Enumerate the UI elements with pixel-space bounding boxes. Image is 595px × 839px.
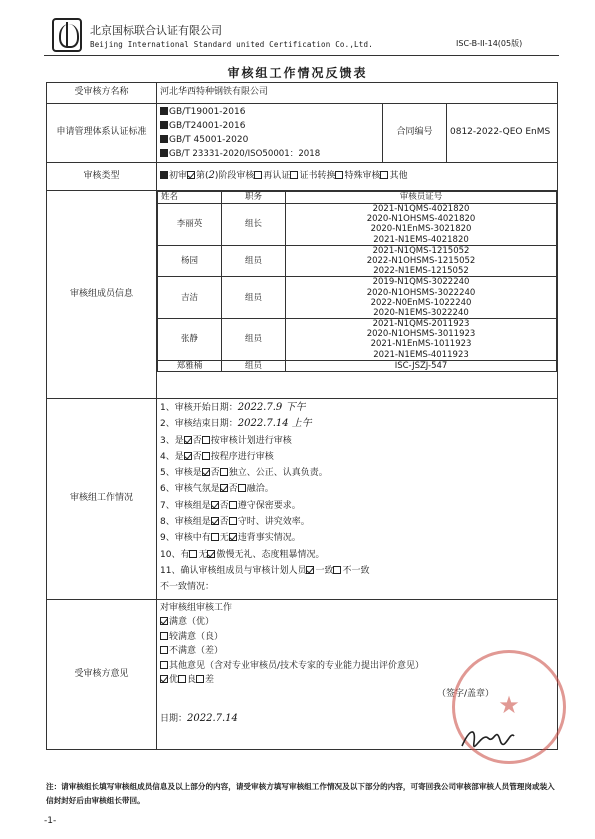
members-label: 审核组成员信息 <box>47 191 157 399</box>
checkbox-icon[interactable] <box>254 171 262 179</box>
checkbox-icon[interactable] <box>290 171 298 179</box>
contract-value[interactable]: 0812-2022-QEO EnMS <box>447 104 558 163</box>
filled-checkbox-icon[interactable] <box>160 121 168 129</box>
checkbox-icon[interactable] <box>178 675 186 683</box>
filled-checkbox-icon[interactable] <box>160 135 168 143</box>
filled-checkbox-icon[interactable] <box>160 107 168 115</box>
form-title: 审核组工作情况反馈表 <box>227 66 368 80</box>
checkbox-icon[interactable] <box>196 675 204 683</box>
checked-checkbox-icon[interactable] <box>220 484 228 492</box>
audit-type-label: 审核类型 <box>47 163 157 191</box>
checked-checkbox-icon[interactable] <box>211 501 219 509</box>
checked-checkbox-icon[interactable] <box>160 675 168 683</box>
checkbox-icon[interactable] <box>229 501 237 509</box>
checkbox-icon[interactable] <box>211 533 219 541</box>
col-header-cert: 审核员证号 <box>286 192 557 204</box>
table-row: 吉洁 组员 2019-N1QMS-3022240 2020-N1OHSMS-3022240 2022-N0EnMS-1022240 2020-N1EMS-3022240 <box>158 277 557 319</box>
col-header-name: 姓名 <box>158 192 222 204</box>
checkbox-icon[interactable] <box>335 171 343 179</box>
opinion-label: 受审核方意见 <box>47 600 157 750</box>
date-handwritten[interactable]: 2022.7.14 <box>187 712 238 724</box>
standard-item: GB/T19001-2016 <box>160 105 379 119</box>
table-row: 杨园 组员 2021-N1QMS-1215052 2022-N1OHSMS-1215052 2022-N1EMS-1215052 <box>158 245 557 277</box>
members-table <box>157 191 557 372</box>
standard-item: GB/T 23331-2020/ISO50001：2018 <box>160 147 379 161</box>
feedback-form-table <box>46 82 558 750</box>
col-header-role: 职务 <box>222 192 286 204</box>
filled-checkbox-icon[interactable] <box>160 149 168 157</box>
table-row: 张静 组员 2021-N1QMS-2011923 2020-N1OHSMS-3011923 2021-N1EnMS-1011923 2021-N1EMS-4011923 <box>158 319 557 361</box>
checkbox-icon[interactable] <box>160 661 168 669</box>
checkbox-icon[interactable] <box>202 452 210 460</box>
standard-item: GB/T 45001-2020 <box>160 133 379 147</box>
filled-checkbox-icon[interactable] <box>160 171 168 179</box>
work-label: 审核组工作情况 <box>47 399 157 600</box>
company-logo <box>52 18 82 52</box>
opinion-section: 对审核组审核工作 满意（优） 较满意（良） 不满意（差） 其他意见（含对专业审核员/技术专家的专业能力提出评价意见） 优 良 差 （签字/盖章） 日期：2022.7.14 <box>157 600 558 750</box>
company-value[interactable]: 河北华西特种钢铁有限公司 <box>157 83 558 104</box>
start-date-handwritten[interactable]: 2022.7.9 下午 <box>237 402 306 413</box>
footnote: 注：请审核组长填写审核组成员信息及以上部分的内容，请受审核方填写审核组工作情况及以下部分的内容，可寄回我公司审核部审核人员管理岗或装入信封封好后由审核组长带回。 <box>46 782 555 805</box>
checked-checkbox-icon[interactable] <box>184 452 192 460</box>
doc-number: ISC-B-II-14(05版) <box>456 39 523 48</box>
header-divider <box>44 55 559 56</box>
work-checklist: 1、审核开始日期：2022.7.9 下午 2、审核结束日期：2022.7.14 上午 3、是 否 按审核计划进行审核 4、是 否 按程序进行审核 5、审核是 否 独立、公正、认真负责。 6、审核气氛是 否 融洽。 7、审核组是 否 遵守保密要求。 8、审核组是 否 守时、讲究效率。 9、审核中有 无 违背事实情况。 10、有 无 傲慢无礼、态度粗暴情况。 11、确认审核组成员与审核计划人员 一致 不一致 不一致情况： <box>157 399 558 600</box>
checkbox-icon[interactable] <box>160 646 168 654</box>
checkbox-icon[interactable] <box>189 550 197 558</box>
checkbox-icon[interactable] <box>238 484 246 492</box>
checkbox-icon[interactable] <box>220 468 228 476</box>
contract-label: 合同编号 <box>383 104 447 163</box>
date-label: 日期： <box>160 713 188 724</box>
org-name-en: Beijing International Standard united Certification Co.,Ltd. <box>90 40 373 49</box>
handwritten-signature-icon <box>458 722 518 754</box>
checkbox-icon[interactable] <box>202 436 210 444</box>
checkbox-icon[interactable] <box>229 517 237 525</box>
company-seal-icon: ★ <box>452 650 566 764</box>
end-date-handwritten[interactable]: 2022.7.14 上午 <box>237 418 312 430</box>
checked-checkbox-icon[interactable] <box>229 533 237 541</box>
standards-label: 申请管理体系认证标准 <box>47 104 157 163</box>
checkbox-icon[interactable] <box>380 171 388 179</box>
checked-checkbox-icon[interactable] <box>187 171 195 179</box>
company-label: 受审核方名称 <box>47 83 157 104</box>
audit-type-options: 初审 第(2)阶段审核 再认证 证书转换 特殊审核 其他 <box>157 163 558 191</box>
checked-checkbox-icon[interactable] <box>211 517 219 525</box>
table-row: 李丽英 组长 2021-N1QMS-4021820 2020-N1OHSMS-4021820 2020-N1EnMS-3021820 2021-N1EMS-4021820 <box>158 204 557 246</box>
checked-checkbox-icon[interactable] <box>202 468 210 476</box>
sign-label: （签字/盖章） <box>436 689 495 700</box>
checked-checkbox-icon[interactable] <box>306 566 314 574</box>
table-row: 郑雅楠 组员 ISC-JSZJ-547 <box>158 360 557 371</box>
standard-item: GB/T24001-2016 <box>160 119 379 133</box>
checkbox-icon[interactable] <box>160 632 168 640</box>
org-name-cn: 北京国标联合认证有限公司 <box>90 24 222 37</box>
checked-checkbox-icon[interactable] <box>184 436 192 444</box>
checked-checkbox-icon[interactable] <box>207 550 215 558</box>
checked-checkbox-icon[interactable] <box>160 617 168 625</box>
page-number: -1- <box>44 816 57 826</box>
checkbox-icon[interactable] <box>333 566 341 574</box>
